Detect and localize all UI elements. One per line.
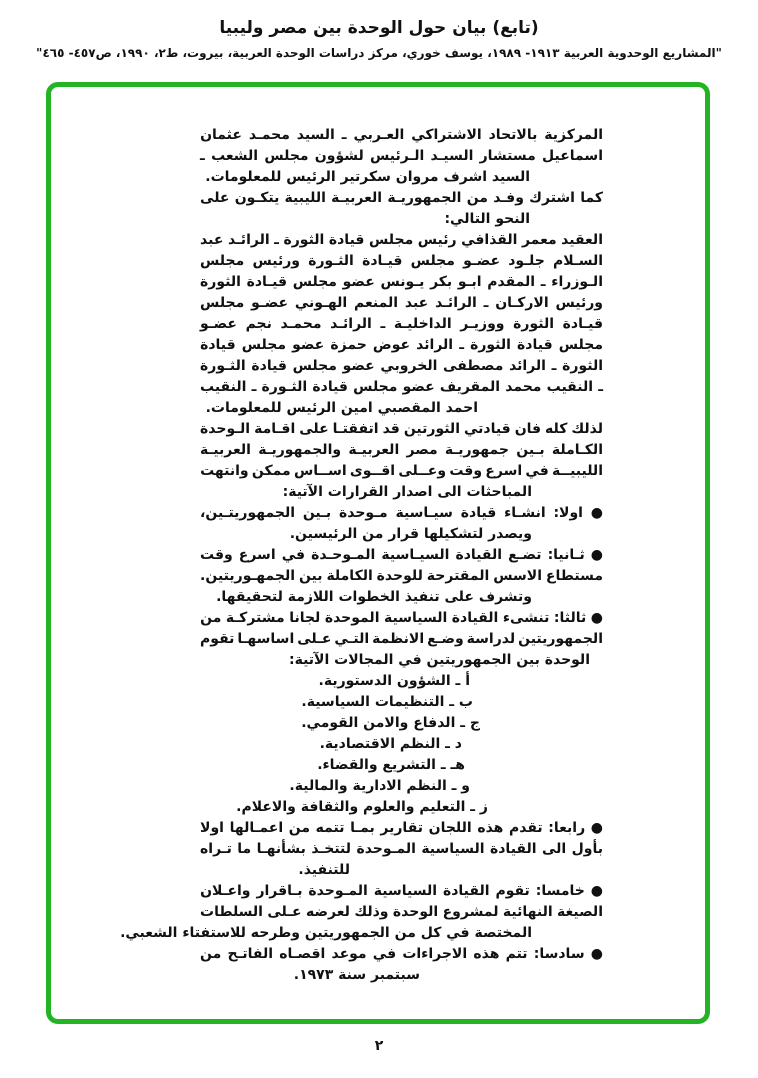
text-line: د ـ النظم الاقتصادية. [319,736,462,752]
text-line: ورئيس الاركـان ـ الرائـد عبد المنعم الهـوني عضـو مجلس [200,295,603,311]
text-line: هـ ـ التشريع والقضاء. [317,757,465,773]
text-line: للتنفيذ. [298,862,350,878]
text-line: ج ـ الدفاع والامن القومي. [301,715,480,731]
text-line: سبتمبر سنة ١٩٧٣. [293,967,420,983]
text-line: ● ثالثا: تنشىء القيادة السياسية الموحدة لجانا مشتركـة من [200,610,603,626]
source-citation: "المشاريع الوحدوية العربية ١٩١٣- ١٩٨٩، يوسف خوري، مركز دراسات الوحدة العربية، بيروت، ط٢، ١٩٩٠، ص٤٥٧- ٤٦٥" [36,46,722,60]
text-line: النحو التالي: [444,211,530,227]
text-line: المختصة في كل من الجمهوريتين وطرحه للاستفتاء الشعبي. [120,925,532,941]
text-line: المركزية بالاتحاد الاشتراكي العـربي ـ السيد محمـد عثمان [200,127,603,143]
text-line: ● خامسا: تقوم القيادة السياسية المـوحدة بـاقرار واعـلان [200,883,603,899]
text-line: السـلام جلـود عضـو مجلس قيـادة الثـورة ورئيس مجلس [200,253,603,269]
text-line: ويصدر لتشكيلها قرار من الرئيسين. [289,526,532,542]
text-line: الليبيــة في اسرع وقت وعــلى اقــوى اســاس ممكن وانتهت [200,463,603,479]
text-line: لذلك كله فان قيادتي الثورتين قد اتفقتـا على اقـامة الـوحدة [200,421,603,437]
document-frame [46,82,710,1024]
text-line: بأول الى القيادة السياسية المـوحدة لتتخـذ بشأنهـا ما تـراه [200,841,603,857]
text-line: قيـادة الثورة ووزيـر الداخليـة ـ الرائـد محمـد نجم عضـو [200,316,603,332]
text-line: مستطاع الاسس المقترحة للوحدة الكاملة بين الجمهـوريتين. [200,568,603,584]
text-line: اسماعيل مستشار السيـد الـرئيس لشؤون مجلس الشعب ـ [200,148,603,164]
body-text [120,125,603,986]
text-line: السيد اشرف مروان سكرتير الرئيس للمعلومات. [205,169,530,185]
text-line: ● اولا: انشـاء قيادة سيـاسية مـوحدة بـين الجمهوريتـين، [200,505,603,521]
text-line: العقيد معمر القذافي رئيس مجلس قيادة الثورة ـ الرائـد عبد [200,232,603,248]
text-line: ● ثـانيا: تضـع القيادة السيـاسية المـوحـدة في اسرع وقت [200,547,603,563]
text-line: ● سادسا: تتم هذه الاجراءات في موعد اقصـاه الفاتـح من [200,946,603,962]
text-line: الكـاملة بـين جمهوريـة مصر العربيـة والجمهوريـة العربيـة [200,442,603,458]
text-line: كما اشترك وفـد من الجمهوريـة العربيـة الليبية يتكـون على [200,190,603,206]
text-line: ب ـ التنظيمات السياسية. [301,694,473,710]
page-number: ٢ [374,1038,384,1054]
page-title: (تابع) بيان حول الوحدة بين مصر وليبيا [219,18,539,38]
text-line: ـ النقيب محمد المقريف عضو مجلس قيادة الثـورة ـ النقيب [200,379,603,395]
text-line: الـوزراء ـ المقدم ابـو بكر يـونس عضو مجلس قيـادة الثورة [200,274,603,290]
text-line: الوحدة بين الجمهوريتين في المجالات الآتية: [288,652,590,668]
text-line: المباحثات الى اصدار القرارات الآتية: [282,484,532,500]
text-line: و ـ النظم الادارية والمالية. [289,778,470,794]
text-line: الجمهوريتين لدراسة وضـع الانظمة التـي عـلى اساسهـا تقوم [200,631,603,647]
text-line: مجلس قيادة الثورة ـ الرائد عوض حمزة عضو مجلس قيادة [200,337,603,353]
text-line: وتشرف على تنفيذ الخطوات اللازمة لتحقيقها. [216,589,532,605]
text-line: ز ـ التعليم والعلوم والثقافة والاعلام. [236,799,488,815]
text-line: احمد المقصبي امين الرئيس للمعلومات. [205,400,478,416]
text-line: أ ـ الشؤون الدستورية. [318,673,470,689]
text-line: الثورة ـ الرائد مصطفى الخروبي عضو مجلس قيادة الثـورة [200,358,603,374]
text-line: الصيغة النهائية لمشروع الوحدة وذلك لعرضه عـلى السلطات [200,904,603,920]
text-line: ● رابعا: تقدم هذه اللجان تقارير بمـا تتمه من اعمـالها اولا [200,820,603,836]
